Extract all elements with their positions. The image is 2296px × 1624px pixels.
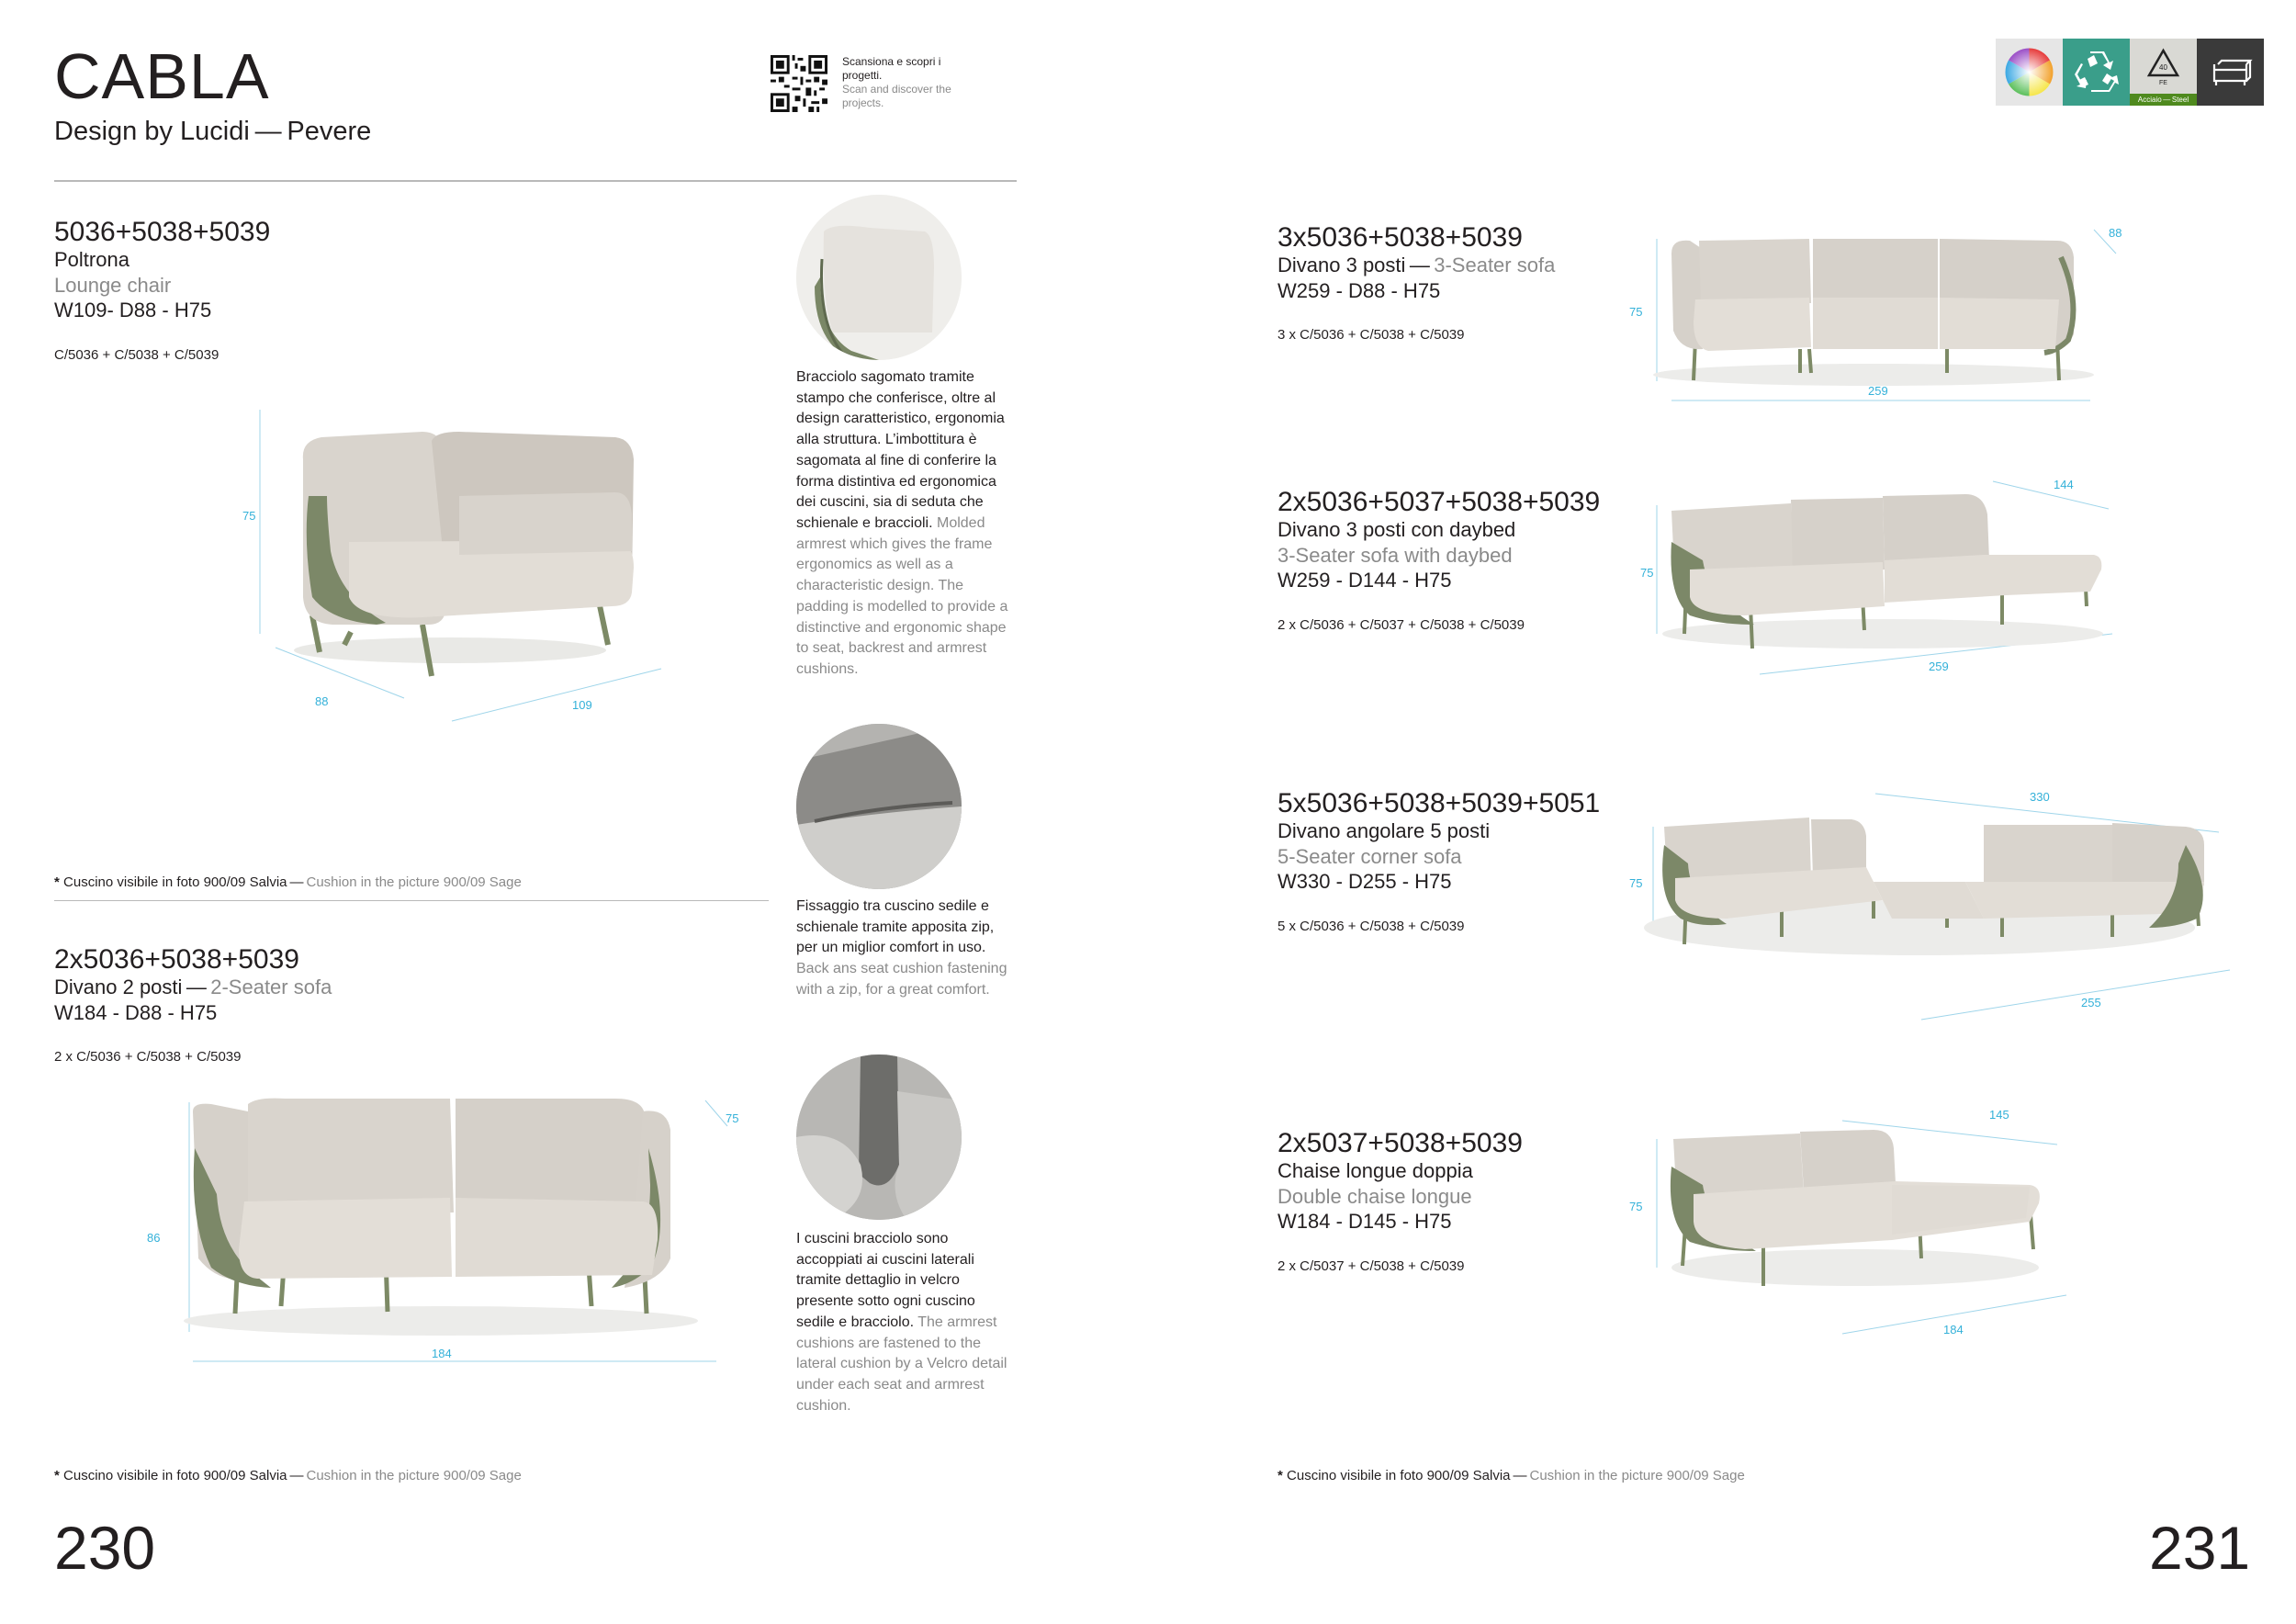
- detail-it: Fissaggio tra cuscino sedile e schienale tramite apposita zip, per un miglior comfort in uso.: [796, 898, 995, 956]
- measure-height: 75: [1640, 566, 1654, 580]
- product-name-en: 3-Seater sofa with daybed: [1277, 543, 1513, 567]
- lounge-chair-image: [242, 404, 670, 735]
- product-reference: 2 x C/5036 + C/5037 + C/5038 + C/5039: [1277, 616, 1525, 633]
- detail-image-zip: [796, 724, 962, 889]
- product-dimensions: W330 - D255 - H75: [1277, 870, 1452, 893]
- measure-height: 75: [1629, 305, 1643, 319]
- note-star: *: [54, 874, 64, 890]
- product-corner-sofa: [1277, 788, 1600, 934]
- product-reference: C/5036 + C/5038 + C/5039: [54, 346, 219, 363]
- note-it: Cuscino visibile in foto 900/09 Salvia —: [1287, 1468, 1530, 1483]
- detail-en: The armrest cushions are fastened to the lateral cushion by a Velcro detail under each seat and armrest cushion.: [796, 1314, 1007, 1414]
- product-dimensions: W259 - D88 - H75: [1277, 278, 1441, 302]
- qr-caption-en: Scan and discover the projects.: [842, 83, 951, 109]
- measure-height: 86: [147, 1231, 161, 1245]
- qr-code[interactable]: [771, 55, 827, 112]
- product-name-it: Divano 3 posti con daybed: [1277, 518, 1516, 541]
- section-divider: [54, 900, 769, 901]
- product-reference: 5 x C/5036 + C/5038 + C/5039: [1277, 918, 1465, 934]
- product-code: 2x5036+5038+5039: [54, 944, 299, 975]
- product-3-seater: [1277, 222, 1555, 343]
- designer-credit: Design by Lucidi — Pevere: [54, 117, 372, 146]
- color-wheel-icon: [1996, 39, 2063, 106]
- measure-depth: 145: [1989, 1108, 2009, 1122]
- measure-height: 75: [1629, 876, 1643, 890]
- product-dimensions: W109- D88 - H75: [54, 299, 212, 321]
- measure-depth: 330: [2030, 790, 2050, 804]
- product-dimensions: W259 - D144 - H75: [1277, 569, 1452, 592]
- measure-depth: 88: [315, 694, 329, 708]
- detail-en: Molded armrest which gives the frame ergonomics as well as a characteristic design. The padding is modelled to provide a distinctive and ergonomic shape to seat, backrest and armrest cushions.: [796, 515, 1008, 678]
- detail-it: I cuscini bracciolo sono accoppiati ai cuscini laterali tramite dettaglio in velcro presente sotto ogni cuscino sedile e bracciolo.: [796, 1231, 975, 1330]
- corner-sofa-image: [1616, 790, 2241, 1029]
- cushion-note: [1277, 1468, 1745, 1483]
- detail-image-velcro: [796, 1054, 962, 1220]
- measure-depth: 75: [726, 1111, 739, 1125]
- qr-caption: [842, 55, 952, 110]
- product-name-en: 2-Seater sofa: [210, 976, 332, 998]
- product-name-en: 5-Seater corner sofa: [1277, 844, 1462, 868]
- detail-image-armrest: [796, 195, 962, 360]
- note-star: *: [1277, 1468, 1288, 1483]
- cushion-note: [54, 874, 522, 890]
- note-en: Cushion in the picture 900/09 Sage: [1529, 1468, 1745, 1483]
- qr-caption-it: Scansiona e scopri i progetti.: [842, 55, 941, 82]
- feature-icons: [1996, 39, 2264, 106]
- material-label: Acciaio — Steel: [2130, 94, 2197, 106]
- measure-width: 259: [1868, 384, 1888, 398]
- product-code: 5036+5038+5039: [54, 217, 271, 247]
- product-name-it: Poltrona: [54, 248, 129, 271]
- product-name-it: Divano 2 posti —: [54, 976, 211, 998]
- three-seater-image: [1629, 220, 2131, 404]
- product-reference: 2 x C/5037 + C/5038 + C/5039: [1277, 1257, 1465, 1274]
- header-divider: [54, 180, 1017, 182]
- detail-text-zip: [796, 897, 1017, 1001]
- measure-width: 255: [2081, 996, 2101, 1009]
- material-number: 40: [2159, 63, 2167, 72]
- detail-en: Back ans seat cushion fastening with a zip, for a great comfort.: [796, 961, 1007, 998]
- measure-height: 75: [1629, 1200, 1643, 1213]
- page-number-left: 230: [54, 1514, 156, 1582]
- product-code: 2x5037+5038+5039: [1277, 1128, 1523, 1158]
- product-dimensions: W184 - D145 - H75: [1277, 1210, 1452, 1233]
- product-code: 3x5036+5038+5039: [1277, 222, 1523, 253]
- product-reference: 2 x C/5036 + C/5038 + C/5039: [54, 1049, 242, 1065]
- daybed-sofa-image: [1635, 478, 2131, 680]
- measure-width: 184: [432, 1347, 452, 1360]
- recycle-icon: [2063, 39, 2130, 106]
- measure-depth: 144: [2054, 478, 2074, 491]
- note-en: Cushion in the picture 900/09 Sage: [306, 874, 522, 890]
- measure-height: 75: [242, 509, 256, 523]
- product-code: 2x5036+5037+5038+5039: [1277, 487, 1601, 517]
- detail-it: Bracciolo sagomato tramite stampo che conferisce, oltre al design caratteristico, ergonomia alla struttura. L’imbottitura è sagomata al fine di conferire la forma distintiva ed ergonomica dei cuscini, sia di seduta che schienale e braccioli.: [796, 369, 1005, 532]
- two-seater-image: [147, 1093, 753, 1369]
- product-2-seater: [54, 944, 332, 1065]
- product-name-en: Double chaise longue: [1277, 1184, 1472, 1208]
- product-double-chaise: [1277, 1128, 1523, 1274]
- detail-text-velcro: [796, 1229, 1017, 1416]
- product-reference: 3 x C/5036 + C/5038 + C/5039: [1277, 327, 1465, 343]
- product-name-it: Divano 3 posti —: [1277, 254, 1435, 276]
- material-code: FE: [2159, 80, 2167, 86]
- page-number-right: 231: [2149, 1514, 2251, 1582]
- sofa-icon: [2197, 39, 2264, 106]
- measure-depth: 88: [2109, 226, 2122, 240]
- note-it: Cuscino visibile in foto 900/09 Salvia —: [63, 874, 307, 890]
- note-it: Cuscino visibile in foto 900/09 Salvia —: [63, 1468, 307, 1483]
- note-star: *: [54, 1468, 64, 1483]
- cushion-note: [54, 1468, 522, 1483]
- material-icon: [2130, 39, 2197, 106]
- measure-width: 184: [1943, 1323, 1964, 1336]
- product-dimensions: W184 - D88 - H75: [54, 1000, 218, 1024]
- product-code: 5x5036+5038+5039+5051: [1277, 788, 1601, 818]
- collection-title: CABLA: [54, 40, 270, 112]
- product-name-it: Chaise longue doppia: [1277, 1159, 1473, 1182]
- double-chaise-image: [1629, 1102, 2076, 1341]
- measure-width: 109: [572, 698, 592, 712]
- note-en: Cushion in the picture 900/09 Sage: [306, 1468, 522, 1483]
- product-name-en: 3-Seater sofa: [1434, 254, 1556, 276]
- measure-width: 259: [1929, 660, 1949, 673]
- product-lounge-chair: [54, 217, 270, 363]
- product-name-en: Lounge chair: [54, 273, 172, 297]
- product-3-seater-daybed: [1277, 487, 1600, 633]
- detail-text-armrest: [796, 367, 1017, 681]
- product-name-it: Divano angolare 5 posti: [1277, 819, 1491, 842]
